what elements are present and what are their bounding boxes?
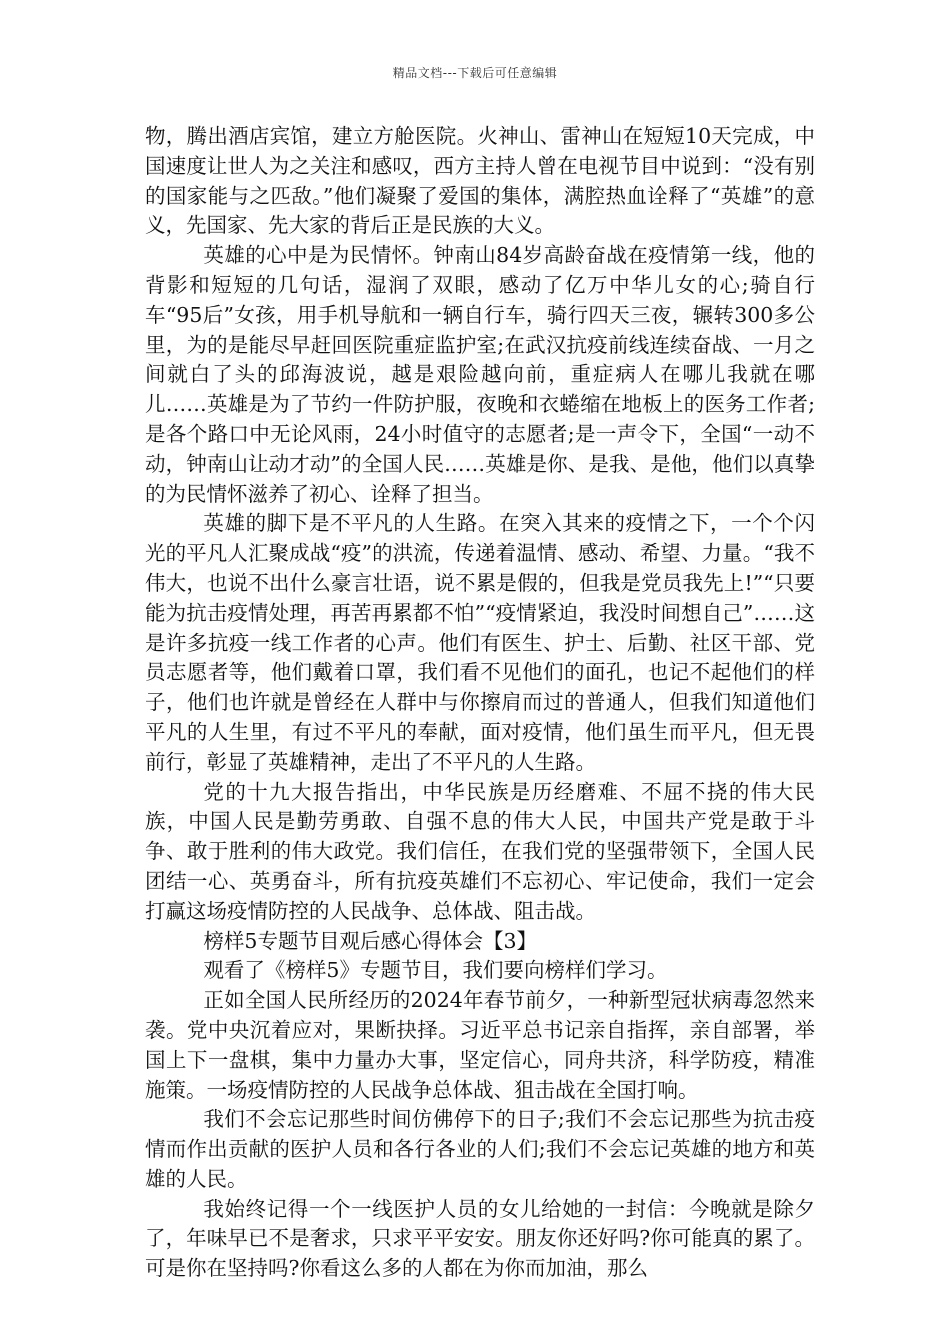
paragraph-2: 英雄的心中是为民情怀。钟南山84岁高龄奋战在疫情第一线，他的背影和短短的几句话，湿润了双眼，感动了亿万中华儿女的心;骑自行车“95后”女孩，用手机导航和一辆自行车，骑行四天三夜，辗转300多公里，为的是能尽早赶回医院重症监护室;在武汉抗疫前线连续奋战、一月之间就白了头的邱海波说，越是艰险越向前，重症病人在哪儿我就在哪儿……英雄是为了节约一件防护服，夜晚和衣蜷缩在地板上的医务工作者;是各个路口中无论风雨，24小时值守的志愿者;是一声令下，全国“一动不动，钟南山让动才动”的全国人民……英雄是你、是我、是他，他们以真挚的为民情怀滋养了初心、诠释了担当。 [145,243,815,506]
paragraph-5: 观看了《榜样5》专题节目，我们要向榜样们学习。 [203,958,668,983]
document-body [145,122,815,1284]
paragraph-3: 英雄的脚下是不平凡的人生路。在突入其来的疫情之下，一个个闪光的平凡人汇聚成战“疫”的洪流，传递着温情、感动、希望、力量。“我不伟大，也说不出什么豪言壮语，说不累是假的，但我是党员我先上!”“只要能为抗击疫情处理，再苦再累都不怕”“疫情紧迫，我没时间想自己”……这是许多抗疫一线工作者的心声。他们有医生、护士、后勤、社区干部、党员志愿者等，他们戴着口罩，我们看不见他们的面孔，也记不起他们的样子，他们也许就是曾经在人群中与你擦肩而过的普通人，但我们知道他们平凡的人生里，有过不平凡的奉献，面对疫情，他们虽生而平凡，但无畏前行，彰显了英雄精神，走出了不平凡的人生路。 [145,511,815,774]
paragraph-8: 我始终记得一个一线医护人员的女儿给她的一封信：今晚就是除夕了，年味早已不是奢求，只求平平安安。朋友你还好吗?你可能真的累了。可是你在坚持吗?你看这么多的人都在为你而加油，那么 [145,1196,815,1281]
paragraph-4: 党的十九大报告指出，中华民族是历经磨难、不屈不挠的伟大民族，中国人民是勤劳勇敢、自强不息的伟大人民，中国共产党是敢于斗争、敢于胜利的伟大政党。我们信任，在我们党的坚强带领下，全国人民团结一心、英勇奋斗，所有抗疫英雄们不忘初心、牢记使命，我们一定会打赢这场疫情防控的人民战争、总体战、阻击战。 [145,779,815,923]
section-heading: 榜样5专题节目观后感心得体会【3】 [203,928,538,953]
paragraph-6: 正如全国人民所经历的2024年春节前夕，一种新型冠状病毒忽然来袭。党中央沉着应对，果断抉择。习近平总书记亲自指挥，亲自部署，举国上下一盘棋，集中力量办大事，坚定信心，同舟共济，科学防疫，精准施策。一场疫情防控的人民战争总体战、狙击战在全国打响。 [145,988,815,1102]
paragraph-7: 我们不会忘记那些时间仿佛停下的日子;我们不会忘记那些为抗击疫情而作出贡献的医护人员和各行各业的人们;我们不会忘记英雄的地方和英雄的人民。 [145,1107,815,1191]
page-header: 精品文档---下载后可任意编辑 [392,66,558,80]
paragraph-1: 物，腾出酒店宾馆，建立方舱医院。火神山、雷神山在短短10天完成，中国速度让世人为之关注和感叹，西方主持人曾在电视节目中说到：“没有别的国家能与之匹敌。”他们凝聚了爱国的集体，满腔热血诠释了“英雄”的意义，先国家、先大家的背后正是民族的大义。 [145,124,815,238]
